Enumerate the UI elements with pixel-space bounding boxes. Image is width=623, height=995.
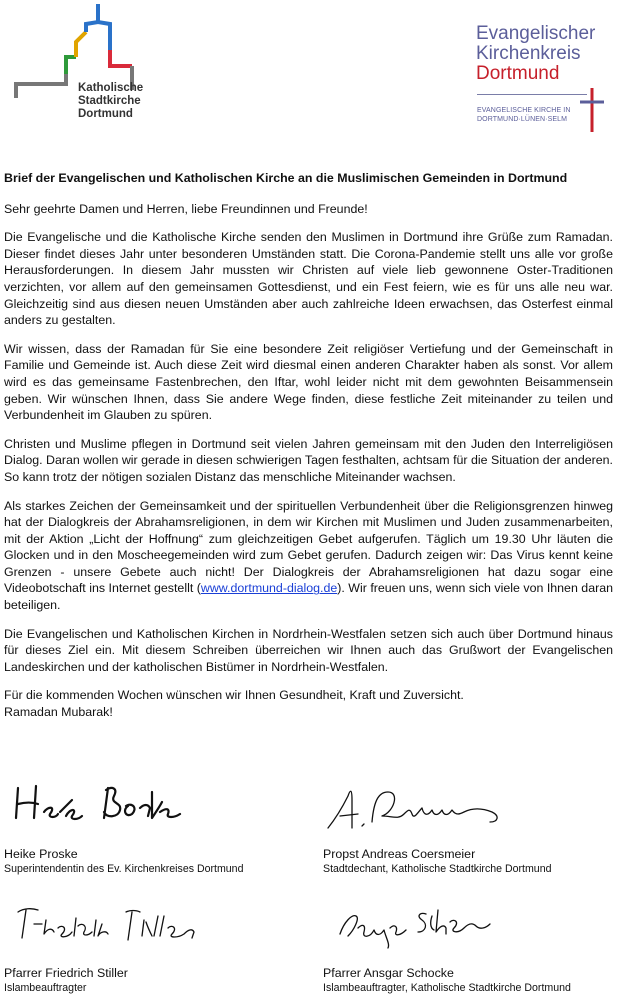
left-logo-line-1: Katholische bbox=[78, 82, 144, 94]
right-logo-subtitle bbox=[477, 106, 570, 124]
right-logo-line-1: Evangelischer bbox=[476, 23, 596, 44]
signatory-4-role: Islambeauftragter, Katholische Stadtkirche Dortmund bbox=[323, 982, 571, 994]
right-logo-title bbox=[476, 24, 595, 84]
right-logo-line-3: Dortmund bbox=[476, 63, 560, 84]
paragraph-4-text-a: Als starkes Zeichen der Gemeinsamkeit und der spirituellen Verbundenheit über die Religionsgrenzen hinweg hat der Dialogkreis der Abrahamsreligionen, in dem wir Kirchen mit Muslimen und Juden zusammenarbeiten, mit der Aktion „Licht der Hoffnung“ zum gleichzeitigen Gebet aufgerufen. Täglich um 19.30 Uhr läuten die Glocken und in den Moscheegemeinden wird zum Gebet gerufen. Dadurch zeigen wir: Das Virus kennt keine Grenzen - unsere Gebete auch nicht! Der Dialogkreis der Abrahamsreligionen hat dazu sogar eine Videobotschaft ins Internet gestellt ( bbox=[4, 498, 613, 596]
right-logo-sub-1: EVANGELISCHE KIRCHE IN bbox=[477, 107, 571, 114]
paragraph-4-text-b: ). Wir freuen uns, wenn sich viele von Ihnen daran beteiligen. bbox=[4, 581, 613, 613]
letter-body bbox=[4, 170, 613, 733]
right-logo-line-2: Kirchenkreis bbox=[476, 43, 581, 64]
signatory-4 bbox=[323, 965, 571, 995]
closing-ramadan: Ramadan Mubarak! bbox=[4, 705, 113, 720]
signature-schocke bbox=[330, 894, 520, 950]
paragraph-2: Wir wissen, dass der Ramadan für Sie eine besondere Zeit religiöser Vertiefung und der Gemeinschaft in Familie und Gemeinde ist. Auch diese Zeit wird diesmal einen anderen Charakter haben als sonst. Vor allem wird es das gemeinsame Fastenbrechen, den Iftar, wohl leider nicht mit dem gewohnten Beisammensein geben. Wir wünschen Ihnen, dass Sie andere Wege finden, diese festliche Zeit miteinander zu teilen und Verbundenheit im Glauben zu spüren. bbox=[4, 341, 613, 423]
signatory-1 bbox=[4, 846, 243, 876]
paragraph-4 bbox=[4, 498, 613, 614]
right-logo-sub-2: DORTMUND·LÜNEN·SELM bbox=[477, 116, 568, 123]
signature-stiller bbox=[12, 898, 212, 948]
signatory-2 bbox=[323, 846, 552, 876]
paragraph-3: Christen und Muslime pflegen in Dortmund seit vielen Jahren gemeinsam mit den Juden den Interreligiösen Dialog. Daran wollen wir gerade in diesen schwierigen Tagen festhalten, achtsam für die Situation der anderen. So kann trotz der nötigen sozialen Distanz das menschliche Miteinander wachsen. bbox=[4, 436, 613, 484]
letter-heading: Brief der Evangelischen und Katholischen Kirche an die Muslimischen Gemeinden in Dortmund bbox=[4, 171, 568, 185]
signatory-2-name: Propst Andreas Coersmeier bbox=[323, 847, 476, 861]
signatory-1-name: Heike Proske bbox=[4, 847, 78, 861]
signatory-2-role: Stadtdechant, Katholische Stadtkirche Dortmund bbox=[323, 863, 552, 875]
paragraph-5: Die Evangelischen und Katholischen Kirchen in Nordrhein-Westfalen setzen sich auch über Dortmund hinaus für dieses Ziel ein. Mit diesem Schreiben überreichen wir Ihnen auch das Grußwort der Evangelischen Landeskirchen und der katholischen Bistümer in Nordrhein-Westfalen. bbox=[4, 626, 613, 674]
signatory-3-name: Pfarrer Friedrich Stiller bbox=[4, 966, 128, 980]
signature-proske bbox=[10, 778, 200, 828]
signatory-3 bbox=[4, 965, 128, 995]
signatory-3-role: Islambeauftragter bbox=[4, 982, 87, 994]
letter-greeting: Sehr geehrte Damen und Herren, liebe Freundinnen und Freunde! bbox=[4, 201, 368, 216]
left-logo-line-3: Dortmund bbox=[78, 108, 133, 120]
cross-logo bbox=[578, 86, 606, 134]
signature-coersmeier bbox=[322, 778, 522, 838]
left-logo-line-2: Stadtkirche bbox=[78, 95, 141, 107]
closing-wishes: Für die kommenden Wochen wünschen wir Ihnen Gesundheit, Kraft und Zuversicht. bbox=[4, 688, 464, 703]
paragraph-1: Die Evangelische und die Katholische Kirche senden den Muslimen in Dortmund ihre Grüße zum Ramadan. Dieser findet dieses Jahr unter besonderen Umständen statt. Die Corona-Pandemie stellt uns alle vor große Herausforderungen. In diesem Jahr mussten wir Christen auf viele lieb gewonnene Oster-Traditionen verzichten, vor allem auf den gemeinsamen Gottesdienst, und ein Fest feiern, wie es für uns alle neu war. Gleichzeitig sind aus diesen neuen Umständen aber auch zahlreiche Ideen erwachsen, das Osterfest einmal anders zu gestalten. bbox=[4, 230, 613, 328]
left-logo-text bbox=[78, 82, 143, 121]
signatory-4-name: Pfarrer Ansgar Schocke bbox=[323, 966, 454, 980]
dialog-website-link[interactable]: www.dortmund-dialog.de bbox=[200, 581, 338, 596]
right-logo-rule bbox=[477, 94, 587, 95]
signatory-1-role: Superintendentin des Ev. Kirchenkreises Dortmund bbox=[4, 863, 244, 875]
